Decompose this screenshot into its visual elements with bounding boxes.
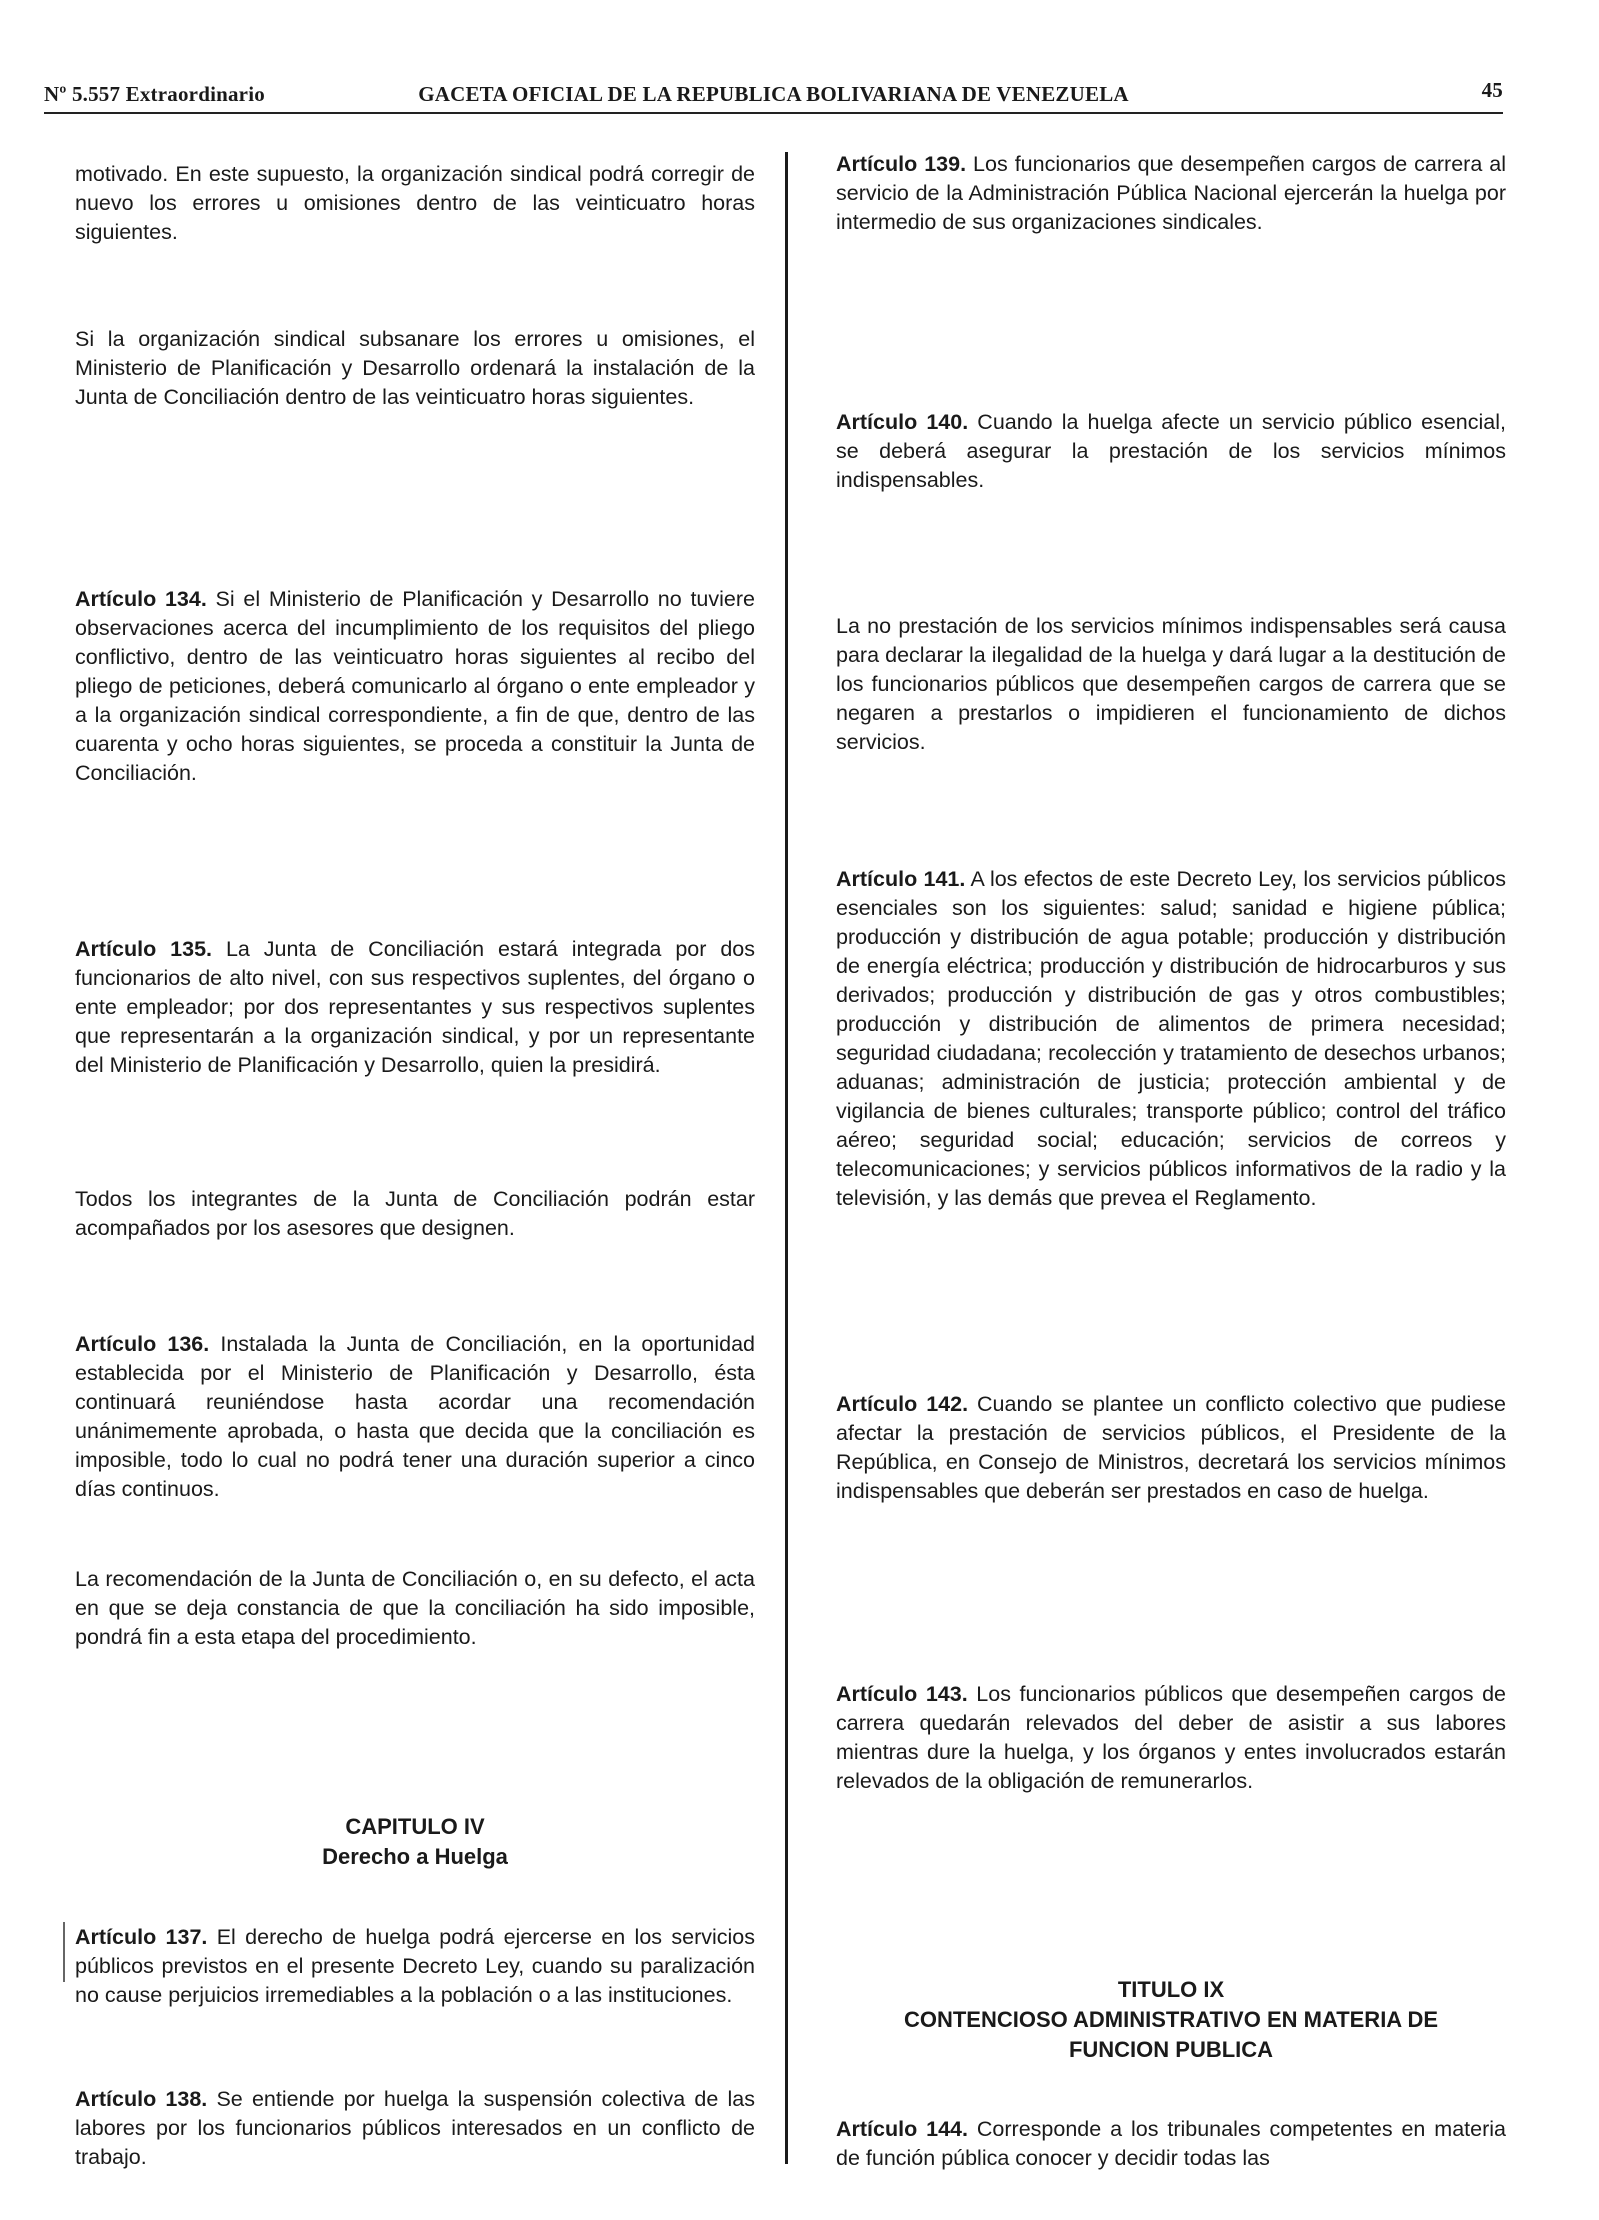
chapter-number: CAPITULO IV (345, 1814, 485, 1839)
article-137: Artículo 137. El derecho de huelga podrá ejercerse en los servicios públicos previstos en el presente Decreto Ley, cuando su paralización no cause perjuicios irremediables a la población o a las instituciones. (75, 1925, 755, 2007)
article-139: Artículo 139. Los funcionarios que desempeñen cargos de carrera al servicio de la Administración Pública Nacional ejercerán la huelga por intermedio de sus organizaciones sindicales. (836, 152, 1506, 234)
title-number: TITULO IX (1117, 1977, 1225, 2002)
article-142: Artículo 142. Cuando se plantee un conflicto colectivo que pudiese afectar la prestación de servicios públicos, el Presidente de la República, en Consejo de Ministros, decretará los servicios mínimos indispensables que deberán ser prestados en caso de huelga. (836, 1392, 1506, 1503)
chapter-heading (75, 1812, 755, 1872)
paragraph: motivado. En este supuesto, la organización sindical podrá corregir de nuevo los errores u omisiones dentro de las veinticuatro horas siguientes. (75, 162, 755, 244)
article-136: Artículo 136. Instalada la Junta de Conciliación, en la oportunidad establecida por el Ministerio de Planificación y Desarrollo, ésta continuará reuniéndose hasta acordar una recomendación unánimemente aprobada, o hasta que decida que la conciliación es imposible, todo lo cual no podrá tener una duración superior a cinco días continuos. (75, 1332, 755, 1501)
paragraph: Todos los integrantes de la Junta de Conciliación podrán estar acompañados por los asesores que designen. (75, 1187, 755, 1240)
page-header (44, 78, 1503, 114)
paragraph: Si la organización sindical subsanare los errores u omisiones, el Ministerio de Planificación y Desarrollo ordenará la instalación de la Junta de Conciliación dentro de las veinticuatro horas siguientes. (75, 327, 755, 409)
article-138: Artículo 138. Se entiende por huelga la suspensión colectiva de las labores por los funcionarios públicos interesados en un conflicto de trabajo. (75, 2087, 755, 2169)
chapter-title: Derecho a Huelga (322, 1844, 508, 1869)
article-135: Artículo 135. La Junta de Conciliación estará integrada por dos funcionarios de alto nivel, con sus respectivos suplentes, del órgano o ente empleador; por dos representantes y sus respectivos suplentes que representarán a la organización sindical, y por un representante del Ministerio de Planificación y Desarrollo, quien la presidirá. (75, 937, 755, 1077)
title-name-line1: CONTENCIOSO ADMINISTRATIVO EN MATERIA DE (903, 2007, 1439, 2032)
paragraph: La no prestación de los servicios mínimos indispensables será causa para declarar la ilegalidad de la huelga y dará lugar a la destitución de los funcionarios públicos que desempeñen cargos de carrera que se negaren a prestarlos o impidieren el funcionamiento de dichos servicios. (836, 614, 1506, 754)
gazette-title: GACETA OFICIAL DE LA REPUBLICA BOLIVARIANA DE VENEZUELA (418, 82, 1129, 106)
article-140: Artículo 140. Cuando la huelga afecte un servicio público esencial, se deberá asegurar la prestación de los servicios mínimos indispensables. (836, 410, 1506, 492)
article-143: Artículo 143. Los funcionarios públicos que desempeñen cargos de carrera quedarán relevados del deber de asistir a sus labores mientras dure la huelga, y los órganos y entes involucrados estarán relevados de la obligación de remunerarlos. (836, 1682, 1506, 1793)
title-heading (836, 1975, 1506, 2065)
title-name-line2: FUNCION PUBLICA (1068, 2037, 1274, 2062)
paragraph: La recomendación de la Junta de Conciliación o, en su defecto, el acta en que se deja constancia de que la conciliación ha sido imposible, pondrá fin a esta etapa del procedimiento. (75, 1567, 755, 1649)
margin-mark (63, 1922, 65, 1982)
article-134: Artículo 134. Si el Ministerio de Planificación y Desarrollo no tuviere observaciones acerca del incumplimiento de los requisitos del pliego conflictivo, dentro de las veinticuatro horas siguientes al recibo del pliego de peticiones, deberá comunicarlo al órgano o ente empleador y a la organización sindical correspondiente, a fin de que, dentro de las cuarenta y ocho horas siguientes, se proceda a constituir la Junta de Conciliación. (75, 587, 755, 785)
page-number: 45 (1481, 78, 1503, 102)
article-141: Artículo 141. A los efectos de este Decreto Ley, los servicios públicos esenciales son los siguientes: salud; sanidad e higiene pública; producción y distribución de agua potable; producción y distribución de energía eléctrica; producción y distribución de hidrocarburos y sus derivados; producción y distribución de gas y otros combustibles; producción y distribución de alimentos de primera necesidad; seguridad ciudadana; recolección y tratamiento de desechos urbanos; aduanas; administración de justicia; protección ambiental y de vigilancia de bienes culturales; transporte público; control del tráfico aéreo; seguridad social; educación; servicios de correos y telecomunicaciones; y servicios públicos informativos de la radio y la televisión, y las demás que prevea el Reglamento. (836, 867, 1507, 1210)
column-divider (785, 152, 788, 2164)
issue-number: Nº 5.557 Extraordinario (44, 82, 265, 106)
article-144: Artículo 144. Corresponde a los tribunales competentes en materia de función pública conocer y decidir todas las (836, 2117, 1506, 2170)
